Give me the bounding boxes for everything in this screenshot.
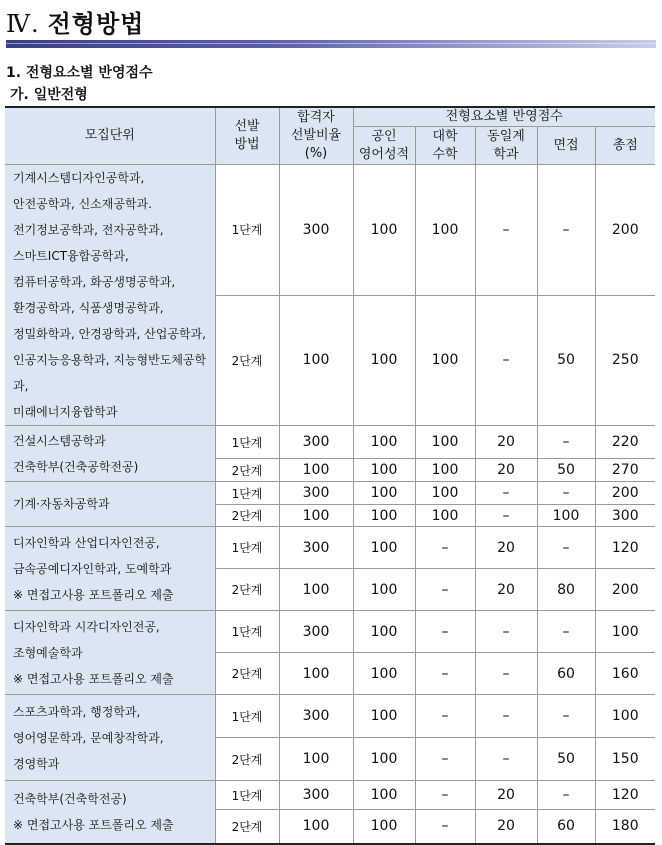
header-english: 공인 영어성적 [353, 127, 415, 165]
dept-line: 조형예술학과 [13, 645, 83, 660]
related-cell: – [475, 611, 537, 653]
dept-line: 경영학과 [13, 756, 60, 771]
dept-line: 건축학부(건축공학전공) [13, 459, 139, 474]
interview-cell: 100 [537, 505, 595, 527]
table-body [5, 165, 655, 844]
total-cell: 200 [595, 482, 655, 505]
dept-line: 미래에너지융합학과 [13, 405, 118, 419]
related-cell: 20 [475, 527, 537, 569]
ratio-cell: 100 [279, 459, 353, 482]
dept-line: 컴퓨터공학과, 화공생명공학과, [13, 275, 176, 289]
ratio-cell: 300 [279, 482, 353, 505]
stage-cell: 2단계 [215, 738, 279, 781]
interview-cell: – [537, 165, 595, 296]
related-cell: 20 [475, 810, 537, 844]
dept-line: 디자인학과 시각디자인전공, [13, 619, 160, 634]
univ-cell: – [415, 781, 475, 810]
dept-line: 건축학부(건축학전공) [13, 791, 127, 806]
related-cell: – [475, 738, 537, 781]
related-cell: 20 [475, 426, 537, 459]
interview-cell: – [537, 611, 595, 653]
stage-cell: 1단계 [215, 695, 279, 738]
total-cell: 100 [595, 611, 655, 653]
stage-cell: 1단계 [215, 611, 279, 653]
univ-cell: – [415, 527, 475, 569]
related-cell: – [475, 295, 537, 426]
ratio-cell: 300 [279, 165, 353, 296]
header-dept: 모집단위 [5, 107, 215, 165]
related-cell: 20 [475, 569, 537, 611]
header-univ-math: 대학 수학 [415, 127, 475, 165]
univ-cell: – [415, 695, 475, 738]
ratio-cell: 100 [279, 569, 353, 611]
english-cell: 100 [353, 527, 415, 569]
dept-line: 건설시스템공학과 [13, 433, 106, 448]
english-cell: 100 [353, 781, 415, 810]
dept-cell [5, 426, 215, 482]
stage-cell: 1단계 [215, 165, 279, 296]
stage-cell: 2단계 [215, 653, 279, 695]
univ-cell: – [415, 810, 475, 844]
univ-cell: 100 [415, 505, 475, 527]
stage-cell: 2단계 [215, 459, 279, 482]
ratio-cell: 300 [279, 611, 353, 653]
header-related-dept: 동일계 학과 [475, 127, 537, 165]
header-ratio: 합격자 선발비율 (%) [279, 107, 353, 165]
interview-cell: – [537, 527, 595, 569]
stage-cell: 1단계 [215, 781, 279, 810]
heading-score-by-element: 1. 전형요소별 반영점수 [6, 65, 153, 81]
stage-cell: 2단계 [215, 295, 279, 426]
title-underline-bar [6, 40, 656, 48]
stage-cell: 2단계 [215, 810, 279, 844]
section-title [6, 4, 144, 39]
total-cell: 220 [595, 426, 655, 459]
univ-cell: 100 [415, 295, 475, 426]
english-cell: 100 [353, 569, 415, 611]
dept-cell [5, 611, 215, 695]
english-cell: 100 [353, 653, 415, 695]
total-cell: 300 [595, 505, 655, 527]
dept-line: 전기정보공학과, 전자공학과, [13, 223, 164, 237]
english-cell: 100 [353, 295, 415, 426]
table-header [5, 107, 655, 165]
interview-cell: 60 [537, 653, 595, 695]
english-cell: 100 [353, 695, 415, 738]
section-title-text: 전형방법 [47, 10, 145, 38]
table-row [5, 165, 655, 296]
dept-cell [5, 482, 215, 527]
score-table [5, 106, 655, 845]
header-interview: 면접 [537, 127, 595, 165]
total-cell: 200 [595, 569, 655, 611]
total-cell: 150 [595, 738, 655, 781]
univ-cell: 100 [415, 165, 475, 296]
dept-cell [5, 695, 215, 781]
table-row [5, 482, 655, 505]
total-cell: 200 [595, 165, 655, 296]
dept-line: 스마트ICT융합공학과, [13, 249, 129, 263]
stage-cell: 2단계 [215, 505, 279, 527]
dept-line: ※ 면접고사용 포트폴리오 제출 [13, 817, 174, 832]
ratio-cell: 300 [279, 426, 353, 459]
header-total: 총점 [595, 127, 655, 165]
interview-cell: – [537, 482, 595, 505]
ratio-cell: 300 [279, 527, 353, 569]
header-method: 선발 방법 [215, 107, 279, 165]
dept-line: 디자인학과 산업디자인전공, [13, 535, 160, 550]
related-cell: – [475, 695, 537, 738]
interview-cell: – [537, 695, 595, 738]
interview-cell: – [537, 426, 595, 459]
dept-cell [5, 781, 215, 844]
univ-cell: – [415, 569, 475, 611]
dept-line: 금속공예디자인학과, 도예학과 [13, 561, 172, 576]
dept-line: 환경공학과, 식품생명공학과, [13, 301, 164, 315]
section-roman-numeral: Ⅳ. [6, 10, 40, 38]
ratio-cell: 100 [279, 653, 353, 695]
stage-cell: 1단계 [215, 482, 279, 505]
related-cell: – [475, 505, 537, 527]
dept-line: 인공지능응용학과, 지능형반도체공학과, [13, 353, 207, 393]
english-cell: 100 [353, 611, 415, 653]
english-cell: 100 [353, 426, 415, 459]
ratio-cell: 100 [279, 738, 353, 781]
related-cell: 20 [475, 781, 537, 810]
heading-general-admission: 가. 일반전형 [10, 87, 88, 103]
english-cell: 100 [353, 165, 415, 296]
dept-line: ※ 면접고사용 포트폴리오 제출 [13, 587, 174, 602]
related-cell: – [475, 165, 537, 296]
stage-cell: 1단계 [215, 426, 279, 459]
ratio-cell: 100 [279, 505, 353, 527]
total-cell: 120 [595, 781, 655, 810]
table-row [5, 695, 655, 738]
table-row [5, 426, 655, 459]
related-cell: – [475, 482, 537, 505]
univ-cell: – [415, 611, 475, 653]
ratio-cell: 300 [279, 781, 353, 810]
ratio-cell: 100 [279, 295, 353, 426]
english-cell: 100 [353, 459, 415, 482]
dept-line: 안전공학과, 신소재공학과. [13, 197, 152, 211]
total-cell: 180 [595, 810, 655, 844]
univ-cell: 100 [415, 459, 475, 482]
table-row [5, 781, 655, 810]
total-cell: 120 [595, 527, 655, 569]
interview-cell: 50 [537, 459, 595, 482]
header-group: 전형요소별 반영점수 [353, 107, 655, 127]
english-cell: 100 [353, 810, 415, 844]
interview-cell: – [537, 781, 595, 810]
table-row [5, 611, 655, 653]
english-cell: 100 [353, 738, 415, 781]
english-cell: 100 [353, 505, 415, 527]
english-cell: 100 [353, 482, 415, 505]
dept-line: 기계·자동차공학과 [13, 497, 110, 511]
ratio-cell: 300 [279, 695, 353, 738]
dept-line: 기계시스템디자인공학과, [13, 171, 145, 185]
dept-cell [5, 527, 215, 611]
stage-cell: 1단계 [215, 527, 279, 569]
univ-cell: 100 [415, 426, 475, 459]
total-cell: 100 [595, 695, 655, 738]
dept-line: ※ 면접고사용 포트폴리오 제출 [13, 671, 174, 686]
dept-line: 정밀화학과, 안경광학과, 산업공학과, [13, 327, 206, 341]
univ-cell: – [415, 653, 475, 695]
related-cell: 20 [475, 459, 537, 482]
univ-cell: 100 [415, 482, 475, 505]
ratio-cell: 100 [279, 810, 353, 844]
dept-line: 스포츠과학과, 행정학과, [13, 704, 141, 719]
table-row [5, 527, 655, 569]
interview-cell: 50 [537, 738, 595, 781]
univ-cell: – [415, 738, 475, 781]
total-cell: 250 [595, 295, 655, 426]
total-cell: 270 [595, 459, 655, 482]
stage-cell: 2단계 [215, 569, 279, 611]
interview-cell: 50 [537, 295, 595, 426]
total-cell: 160 [595, 653, 655, 695]
interview-cell: 80 [537, 569, 595, 611]
related-cell: – [475, 653, 537, 695]
dept-cell [5, 165, 215, 426]
interview-cell: 60 [537, 810, 595, 844]
dept-line: 영어영문학과, 문예창작학과, [13, 730, 164, 745]
